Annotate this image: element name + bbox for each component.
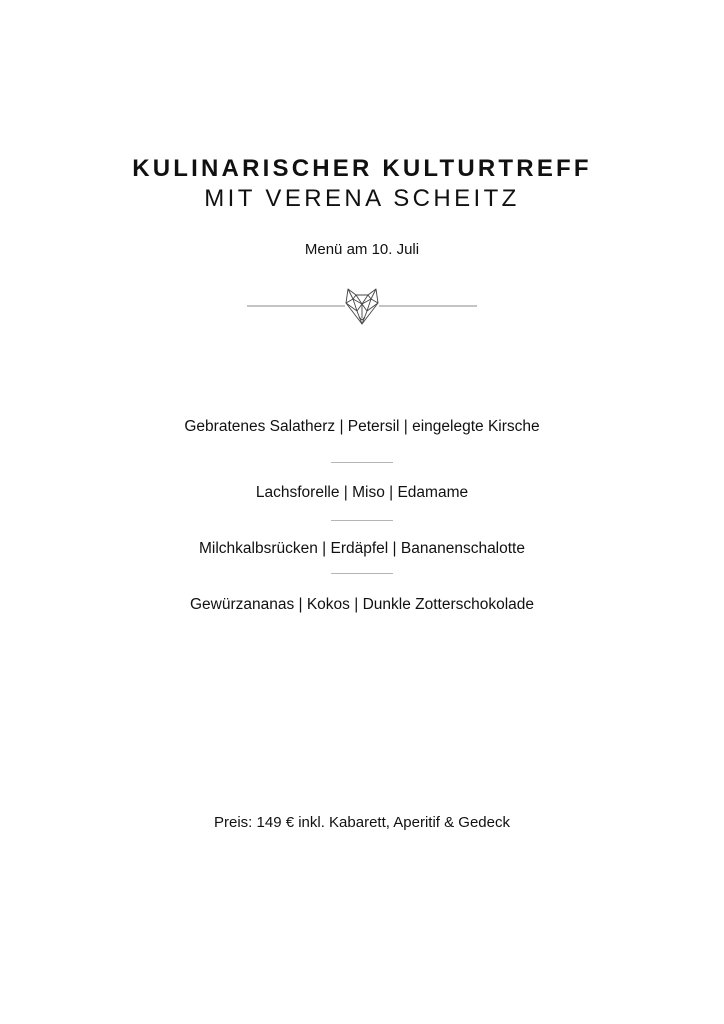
course-2: Lachsforelle | Miso | Edamame (255, 484, 469, 501)
course-4: Gewürzananas | Kokos | Dunkle Zotterschokolade (189, 596, 535, 613)
course-separator (331, 573, 393, 574)
course-3: Milchkalbsrücken | Erdäpfel | Bananenschalotte (199, 540, 525, 557)
fox-head-icon (247, 284, 477, 328)
price-info: Preis: 149 € inkl. Kabarett, Aperitif & Gedeck (214, 814, 510, 831)
page-title: KULINARISCHER KULTURTREFF (132, 155, 592, 182)
page-subtitle-host: MIT VERENA SCHEITZ (204, 185, 520, 212)
menu-date: Menü am 10. Juli (304, 241, 420, 258)
course-separator (331, 520, 393, 521)
course-1: Gebratenes Salatherz | Petersil | eingelegte Kirsche (184, 418, 540, 435)
ornament-divider (247, 284, 477, 328)
course-separator (331, 462, 393, 463)
